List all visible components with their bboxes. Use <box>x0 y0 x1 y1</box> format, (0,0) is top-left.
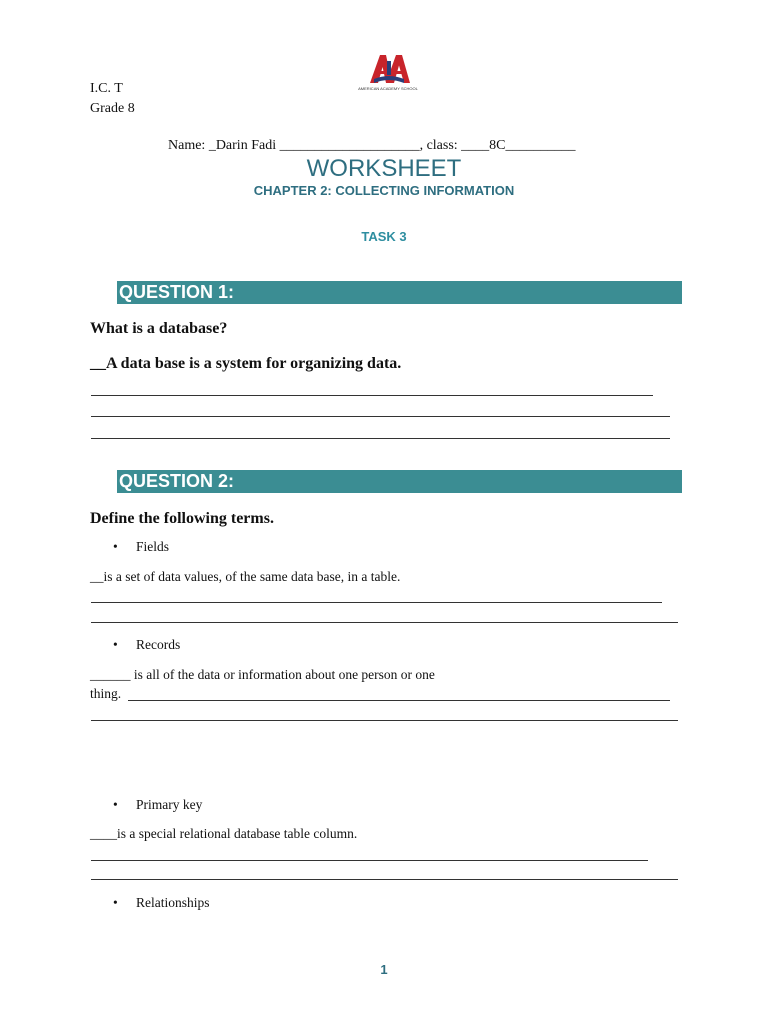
answer-rule <box>91 879 678 880</box>
answer-rule <box>91 860 648 861</box>
primary-key-answer: ____is a special relational database table column. <box>90 826 358 841</box>
bullet-icon: • <box>113 539 118 554</box>
question-2-prompt: Define the following terms. <box>90 510 274 527</box>
school-logo <box>366 49 412 99</box>
question-1-answer: __A data base is a system for organizing data. <box>90 355 402 372</box>
term-primary-key <box>113 797 313 815</box>
subject-label: I.C. T <box>90 81 123 96</box>
answer-rule <box>91 602 662 603</box>
task-label: TASK 3 <box>361 229 407 244</box>
records-answer-line-1: ______ is all of the data or information about one person or one <box>90 667 435 682</box>
term-label: Records <box>136 637 181 652</box>
term-label: Primary key <box>136 797 203 812</box>
grade-label: Grade 8 <box>90 101 135 116</box>
records-answer-line-2: thing. <box>90 686 122 701</box>
student-name-line: Name: _Darin Fadi ____________________, class: ____8C__________ <box>168 138 576 153</box>
term-label: Relationships <box>136 895 210 910</box>
question-1-prompt: What is a database? <box>90 320 228 337</box>
term-label: Fields <box>136 539 170 554</box>
answer-rule <box>91 622 678 623</box>
page-number: 1 <box>380 962 388 977</box>
answer-rule <box>91 395 653 396</box>
answer-rule <box>91 720 678 721</box>
term-records <box>113 637 313 655</box>
fields-answer: __is a set of data values, of the same data base, in a table. <box>90 569 401 584</box>
question-2-heading: QUESTION 2: <box>117 470 682 493</box>
chapter-title: CHAPTER 2: COLLECTING INFORMATION <box>253 183 515 198</box>
question-1-heading: QUESTION 1: <box>117 281 682 304</box>
worksheet-title: WORKSHEET <box>306 155 462 182</box>
logo-text: AMERICAN ACADEMY SCHOOL <box>358 86 418 91</box>
answer-rule <box>128 700 670 701</box>
bullet-icon: • <box>113 637 118 652</box>
bullet-icon: • <box>113 797 118 812</box>
bullet-icon: • <box>113 895 118 910</box>
term-fields <box>113 539 313 557</box>
term-relationships <box>113 895 313 913</box>
answer-rule <box>91 416 670 417</box>
answer-rule <box>91 438 670 439</box>
